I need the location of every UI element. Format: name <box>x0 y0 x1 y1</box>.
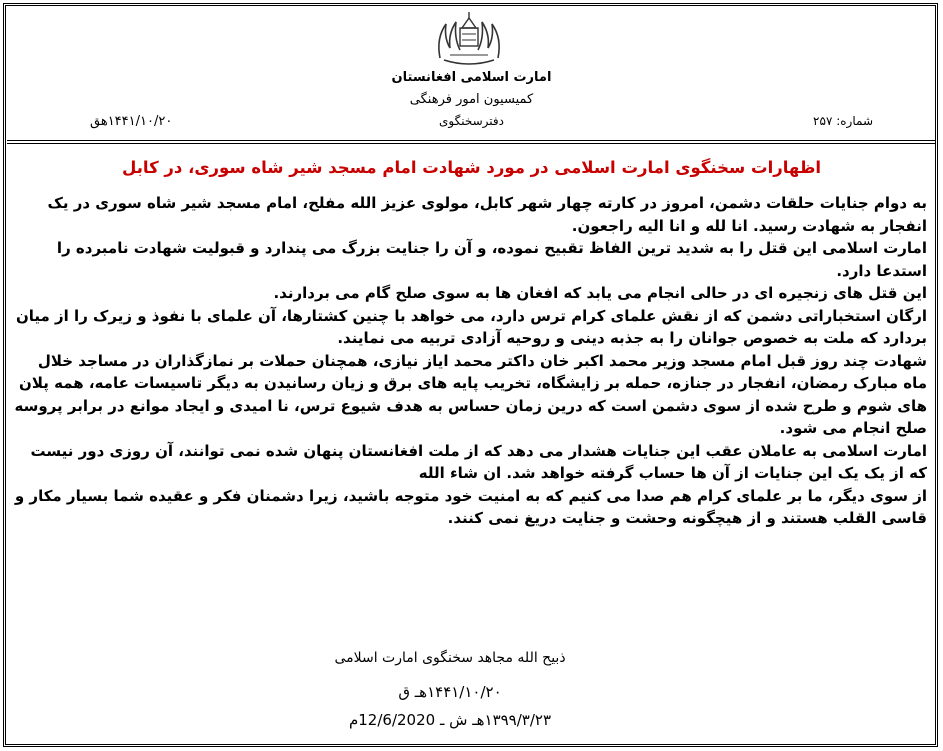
paragraph: شهادت چند روز قبل امام مسجد وزیر محمد اکبر خان داکتر محمد ایاز نیازی، همچنان حملات بر نمازگذاران در مساجد خلال ماه مبارک رمضان، انفجار در جنازه، حمله بر زایشگاه، تخریب پایه های برق و زیان رسانیدن به دیگر تاسیسات عامه، همه پلان های شوم و طرح شده از سوی دشمن است که درین زمان حساس به هدف شیوع ترس، نا امیدی و ایجاد موانع در برابر پروسه صلح انجام می شود. <box>14 351 927 437</box>
number-label: شماره: <box>836 114 873 128</box>
paragraph: از سوی دیگر، ما بر علمای کرام هم صدا می کنیم که به امنیت خود متوجه باشید، زیرا دشمنان فکر و عقیده شما بسیار مکار و قاسی القلب هستند و از هیچگونه وحشت و جنایت دریغ نمی کنند. <box>14 486 927 527</box>
paragraph: امارت اسلامی این قتل را به شدید ترین الفاظ تقبیح نموده، و آن را جنایت بزرگ می پندارد و قبولیت شهادت نامبرده را استدعا دارد. <box>56 239 927 280</box>
number-value: ۲۵۷ <box>813 114 833 128</box>
paragraph: به دوام جنایات حلقات دشمن، امروز در کارته چهار شهر کابل، مولوی عزیز الله مفلح، امام مسجد شیر شاه سوری در یک انفجار به شهادت رسید. انا لله و انا الیه راجعون. <box>47 194 927 235</box>
paragraph: امارت اسلامی به عاملان عقب این جنایات هشدار می دهد که از ملت افغانستان پنهان شده نمی توانند، آن روزی دور نیست که از یک یک این جنایات از آن ها حساب گرفته خواهد شد. ان شاء الله <box>30 441 927 482</box>
statement-body <box>9 192 927 530</box>
signature-hijri-date: ۱۴۴۱/۱۰/۲۰هـ ق <box>398 683 502 701</box>
document-date: ۱۴۴۱/۱۰/۲۰هق <box>90 114 173 129</box>
organization-name: امارت اسلامی افغانستان <box>391 70 552 85</box>
header-divider <box>7 140 935 144</box>
signature-solar-gregorian-date: ۱۳۹۹/۳/۲۳هـ ش ـ 12/6/2020م <box>348 711 552 729</box>
office-name: دفترسخنگوی <box>439 114 504 128</box>
statement-title: اظهارات سخنگوی امارت اسلامی در مورد شهادت امام مسجد شیر شاه سوری، در کابل <box>121 158 822 177</box>
paragraph: این قتل های زنجیره ای در حالی انجام می یابد که افغان ها به سوی صلح گام می بردارند. <box>273 284 927 302</box>
document-number <box>813 114 873 128</box>
paragraph: ارگان استخباراتی دشمن که از نقش علمای کرام ترس دارد، می خواهد با چنین کشتارها، آن علمای با نفوذ و زیرک را از میان بردارد که ملت به خصوص جوانان را به جذبه دینی و روحیه آزادی تربیه می نمایند. <box>15 306 927 347</box>
signatory-name: ذبیح الله مجاهد سخنگوی امارت اسلامی <box>334 650 566 666</box>
commission-name: کمیسیون امور فرهنگی <box>409 92 534 107</box>
emirate-emblem-icon <box>432 8 506 66</box>
